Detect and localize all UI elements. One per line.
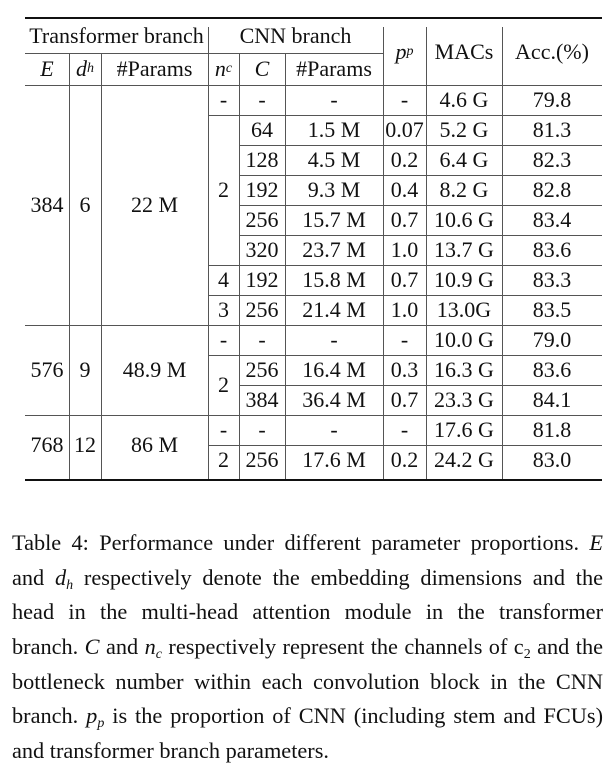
cell-channels: 256 xyxy=(245,207,279,232)
cell-cnn-params: - xyxy=(330,327,338,352)
cell-channels: - xyxy=(258,87,266,112)
cell-channels: 192 xyxy=(245,267,279,292)
group-heads: 12 xyxy=(74,432,96,457)
header-E: E xyxy=(40,56,54,81)
cell-macs: 17.6 G xyxy=(434,417,494,442)
cell-accuracy: 79.0 xyxy=(532,327,572,352)
cell-pp: 0.7 xyxy=(390,267,419,292)
cell-accuracy: 83.5 xyxy=(532,297,572,322)
cell-nc: 4 xyxy=(218,267,229,292)
caption-math-pp: $p_p$ xyxy=(86,703,105,732)
cell-cnn-params: 15.8 M xyxy=(302,267,366,292)
caption-text: is the proportion of CNN (including stem and FCUs) and transformer branch parameters. xyxy=(12,703,603,763)
cell-accuracy: 82.8 xyxy=(532,177,572,202)
cell-macs: 6.4 G xyxy=(439,147,489,172)
caption-math-dh: $d_h$ xyxy=(54,564,74,593)
cell-cnn-params: - xyxy=(330,417,338,442)
row-divider xyxy=(239,205,602,206)
cell-macs: 23.3 G xyxy=(434,387,494,412)
cell-channels: - xyxy=(258,417,266,442)
cell-channels: 384 xyxy=(245,387,279,412)
cell-pp: 0.2 xyxy=(390,447,419,472)
cell-accuracy: 82.3 xyxy=(532,147,572,172)
cell-channels: 128 xyxy=(245,147,279,172)
cell-macs: 8.2 G xyxy=(439,177,489,202)
table-caption xyxy=(12,526,603,768)
group-embedding-dim: 768 xyxy=(30,432,64,457)
cell-pp: 1.0 xyxy=(390,297,419,322)
cell-pp: 1.0 xyxy=(390,237,419,262)
cell-cnn-params: 15.7 M xyxy=(302,207,366,232)
parameter-proportion-table xyxy=(25,17,602,479)
cell-pp: 0.7 xyxy=(390,387,419,412)
cell-nc: 3 xyxy=(218,297,229,322)
cell-accuracy: 79.8 xyxy=(532,87,572,112)
row-divider xyxy=(239,145,602,146)
cell-cnn-params: 17.6 M xyxy=(302,447,366,472)
cell-channels: - xyxy=(258,327,266,352)
cell-accuracy: 83.0 xyxy=(532,447,572,472)
cell-accuracy: 81.8 xyxy=(532,417,572,442)
header-cnn-params: #Params xyxy=(296,56,372,81)
cell-nc: 2 xyxy=(218,177,229,202)
cell-channels: 192 xyxy=(245,177,279,202)
cell-nc: - xyxy=(219,327,228,352)
cell-channels: 256 xyxy=(245,297,279,322)
cell-macs: 4.6 G xyxy=(439,87,489,112)
cell-cnn-params: 4.5 M xyxy=(307,147,361,172)
cell-macs: 13.7 G xyxy=(434,237,494,262)
cell-accuracy: 83.6 xyxy=(532,237,572,262)
group-heads: 9 xyxy=(79,357,91,382)
cell-pp: 0.7 xyxy=(390,207,419,232)
cell-accuracy: 83.3 xyxy=(532,267,572,292)
cell-cnn-params: 21.4 M xyxy=(302,297,366,322)
header-transformer-params: #Params xyxy=(116,56,193,81)
cell-accuracy: 83.6 xyxy=(532,357,572,382)
row-divider xyxy=(239,235,602,236)
cell-channels: 256 xyxy=(245,357,279,382)
caption-math-nc: $n_c$ xyxy=(144,634,162,663)
cell-macs: 10.0 G xyxy=(434,327,494,352)
cell-pp: 0.4 xyxy=(390,177,419,202)
cell-nc: 2 xyxy=(218,447,229,472)
cell-pp: - xyxy=(400,417,409,442)
caption-text: and xyxy=(99,634,145,660)
cell-cnn-params: 1.5 M xyxy=(307,117,361,142)
caption-text: respectively denote the embedding dimensions and the head in the multi-head attention module in the transformer branch. xyxy=(12,564,603,660)
header-transformer-branch: Transformer branch xyxy=(29,23,204,48)
cell-pp: 0.07 xyxy=(385,117,424,142)
cell-macs: 10.6 G xyxy=(434,207,494,232)
cell-macs: 10.9 G xyxy=(434,267,494,292)
cell-pp: 0.2 xyxy=(390,147,419,172)
group-embedding-dim: 576 xyxy=(30,357,64,382)
header-dh: d h xyxy=(76,56,94,81)
group-transformer-params: 48.9 M xyxy=(122,357,187,382)
header-macs: MACs xyxy=(434,39,494,64)
group-transformer-params: 86 M xyxy=(130,432,179,457)
cell-pp: - xyxy=(400,327,409,352)
cell-pp: 0.3 xyxy=(390,357,419,382)
header-cnn-branch: CNN branch xyxy=(239,23,352,48)
cell-cnn-params: 23.7 M xyxy=(302,237,366,262)
caption-math-C: C xyxy=(84,634,100,660)
cell-pp: - xyxy=(400,87,409,112)
caption-text: Table 4: Performance under different parameter proportions. xyxy=(12,530,590,556)
cell-channels: 64 xyxy=(251,117,273,142)
cell-channels: 320 xyxy=(245,237,279,262)
cell-nc: - xyxy=(219,417,228,442)
cell-cnn-params: 9.3 M xyxy=(307,177,361,202)
cell-accuracy: 81.3 xyxy=(532,117,572,142)
cell-macs: 16.3 G xyxy=(434,357,494,382)
header-C: C xyxy=(254,56,270,81)
group-transformer-params: 22 M xyxy=(130,192,179,217)
cell-cnn-params: 36.4 M xyxy=(302,387,366,412)
caption-text: and xyxy=(12,564,55,590)
row-divider xyxy=(239,385,602,386)
cell-macs: 24.2 G xyxy=(434,447,494,472)
cell-accuracy: 84.1 xyxy=(532,387,572,412)
caption-subscript: 2 xyxy=(523,647,531,663)
header-nc: n c xyxy=(214,56,233,81)
group-embedding-dim: 384 xyxy=(30,192,64,217)
cell-macs: 5.2 G xyxy=(439,117,489,142)
cell-nc: 2 xyxy=(218,372,229,397)
group-heads: 6 xyxy=(79,192,91,217)
row-divider xyxy=(239,175,602,176)
cell-accuracy: 83.4 xyxy=(532,207,572,232)
cell-cnn-params: 16.4 M xyxy=(302,357,366,382)
cell-cnn-params: - xyxy=(330,87,338,112)
bottom-rule xyxy=(25,479,602,481)
cell-macs: 13.0G xyxy=(436,297,492,322)
header-pp: p p xyxy=(395,39,414,64)
caption-text: respectively represent the channels of c xyxy=(161,634,524,660)
header-acc: Acc.(%) xyxy=(515,39,589,64)
caption-math-E: E xyxy=(589,530,603,556)
cell-nc: - xyxy=(219,87,228,112)
caption-text: and the bottleneck number within each convolution block in the CNN branch. xyxy=(12,634,603,729)
cell-channels: 256 xyxy=(245,447,279,472)
